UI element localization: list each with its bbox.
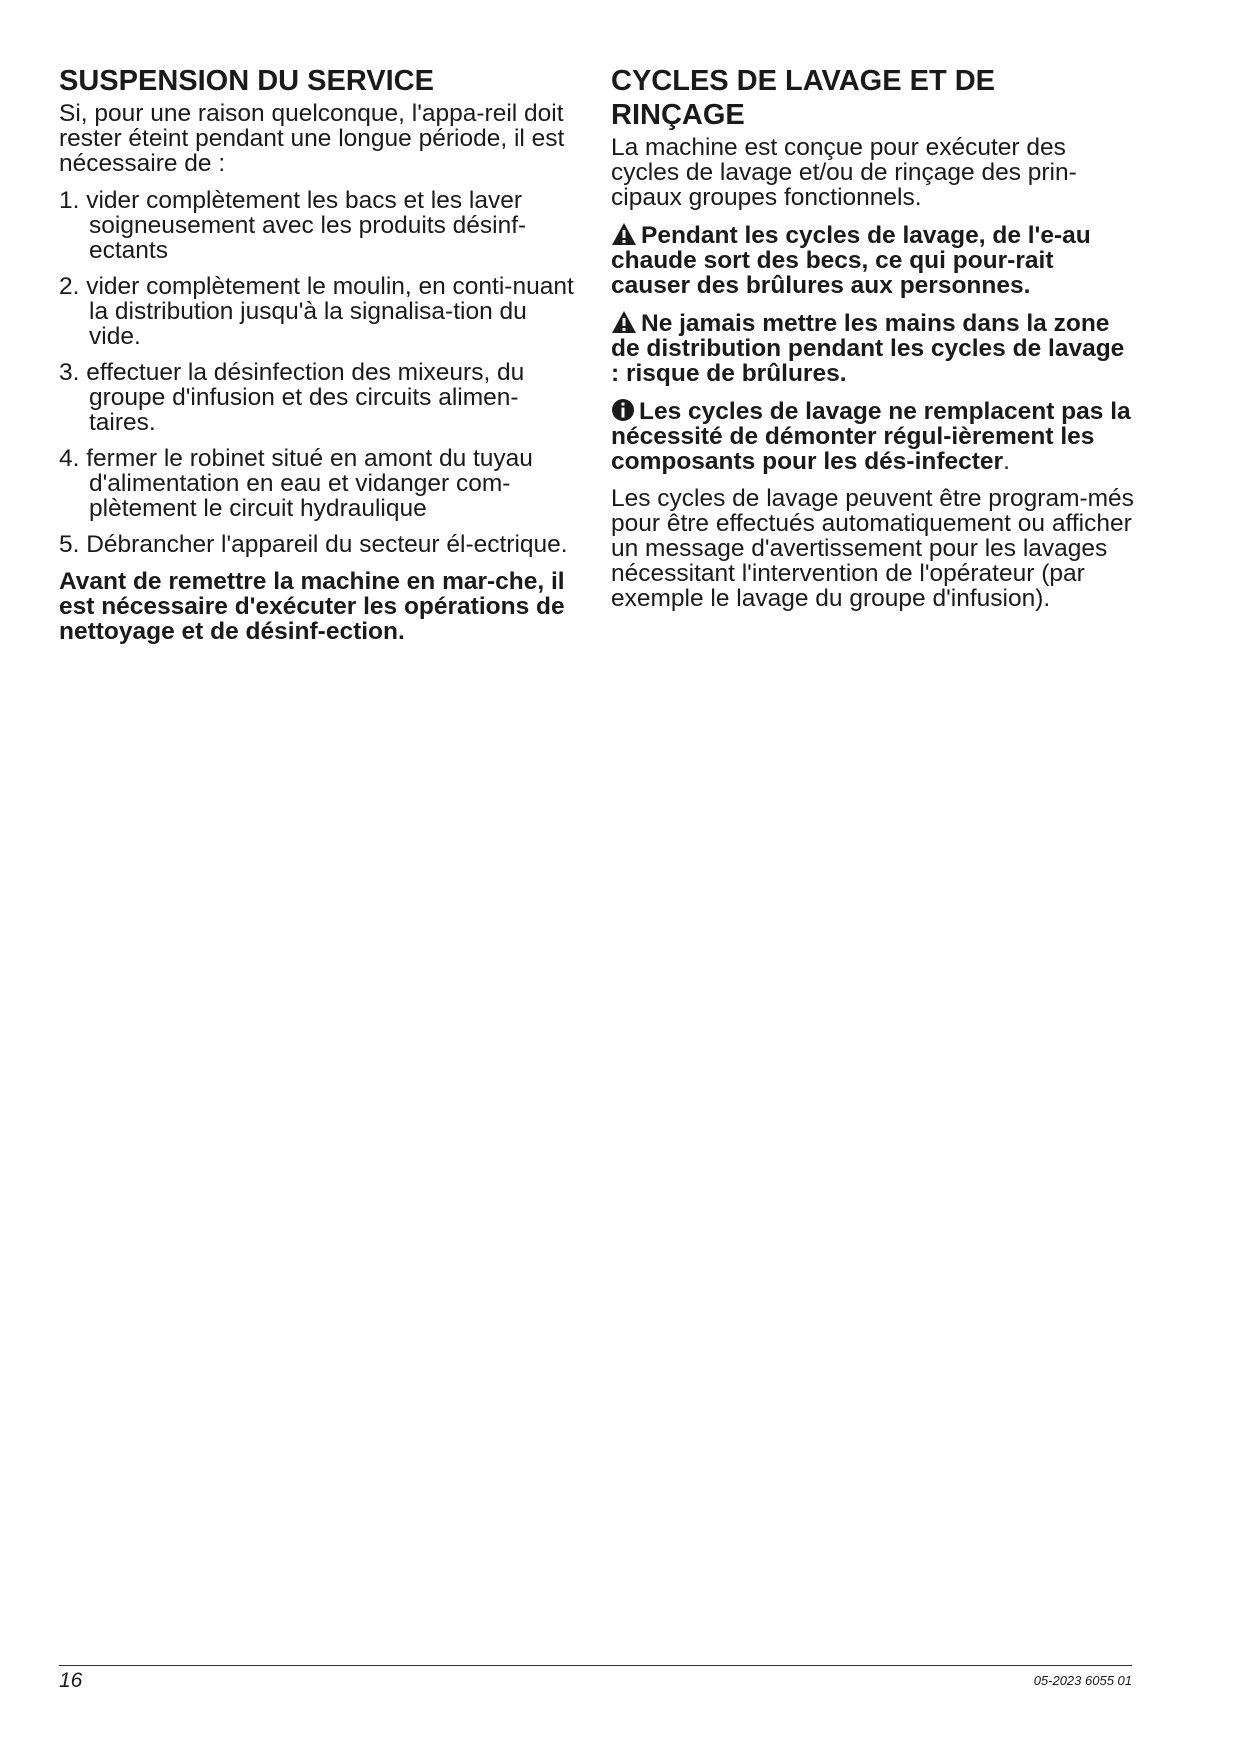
page-number: 16 bbox=[59, 1669, 83, 1692]
wash-closing: Les cycles de lavage peuvent être program-més pour être effectués automatiquement ou afficher un message d'avertissement pour les lavages nécessitant l'intervention de l'opérateur (par exemple le lavage du groupe d'infusion). bbox=[611, 485, 1134, 612]
suspension-closing-note: Avant de remettre la machine en mar-che, il est nécessaire d'exécuter les opérations de nettoyage et de désinf-ection. bbox=[59, 568, 565, 645]
info-circle-icon bbox=[611, 398, 635, 422]
warning-hands bbox=[611, 310, 1136, 386]
wash-intro: La machine est conçue pour exécuter des cycles de lavage et/ou de rinçage des prin-cipaux groupes fonctionnels. bbox=[611, 134, 1077, 211]
warning-triangle-icon bbox=[611, 310, 637, 334]
warning-triangle-icon bbox=[611, 222, 637, 246]
list-item: 2. vider complètement le moulin, en conti-nuant la distribution jusqu'à la signalisa-tion du vide. bbox=[59, 273, 574, 350]
list-item: 5. Débrancher l'appareil du secteur él-ectrique. bbox=[59, 531, 568, 558]
section-suspension bbox=[59, 64, 579, 656]
info-disinfection-end: . bbox=[1003, 448, 1010, 475]
warning-hot-water-text: Pendant les cycles de lavage, de l'e-au chaude sort des becs, ce qui pour-rait causer des brûlures aux personnes. bbox=[611, 222, 1091, 299]
warning-hot-water bbox=[611, 222, 1136, 298]
footer-divider bbox=[59, 1665, 1132, 1666]
list-item: 3. effectuer la désinfection des mixeurs, du groupe d'infusion et des circuits alimen-taires. bbox=[59, 359, 525, 436]
info-disinfection-text: Les cycles de lavage ne remplacent pas la nécessité de démonter régul-ièrement les composants pour les dés-infecter bbox=[611, 398, 1131, 475]
suspension-steps bbox=[59, 188, 579, 557]
section-wash-cycles bbox=[611, 64, 1136, 623]
warning-hands-text: Ne jamais mettre les mains dans la zone de distribution pendant les cycles de lavage : risque de brûlures. bbox=[611, 310, 1125, 387]
title-line-2: RINÇAGE bbox=[611, 99, 745, 131]
list-item: 1. vider complètement les bacs et les laver soigneusement avec les produits désinf-ectants bbox=[59, 187, 527, 264]
list-item: 4. fermer le robinet situé en amont du tuyau d'alimentation en eau et vidanger com-plètement le circuit hydraulique bbox=[59, 445, 533, 522]
title-line-1: CYCLES DE LAVAGE ET DE bbox=[611, 65, 996, 97]
section-title-suspension: SUSPENSION DU SERVICE bbox=[59, 65, 434, 97]
suspension-intro: Si, pour une raison quelconque, l'appa-reil doit rester éteint pendant une longue période, il est nécessaire de : bbox=[59, 100, 565, 177]
section-title-wash-cycles bbox=[611, 64, 1136, 132]
document-code: 05-2023 6055 01 bbox=[1033, 1673, 1132, 1688]
info-disinfection bbox=[611, 398, 1136, 474]
